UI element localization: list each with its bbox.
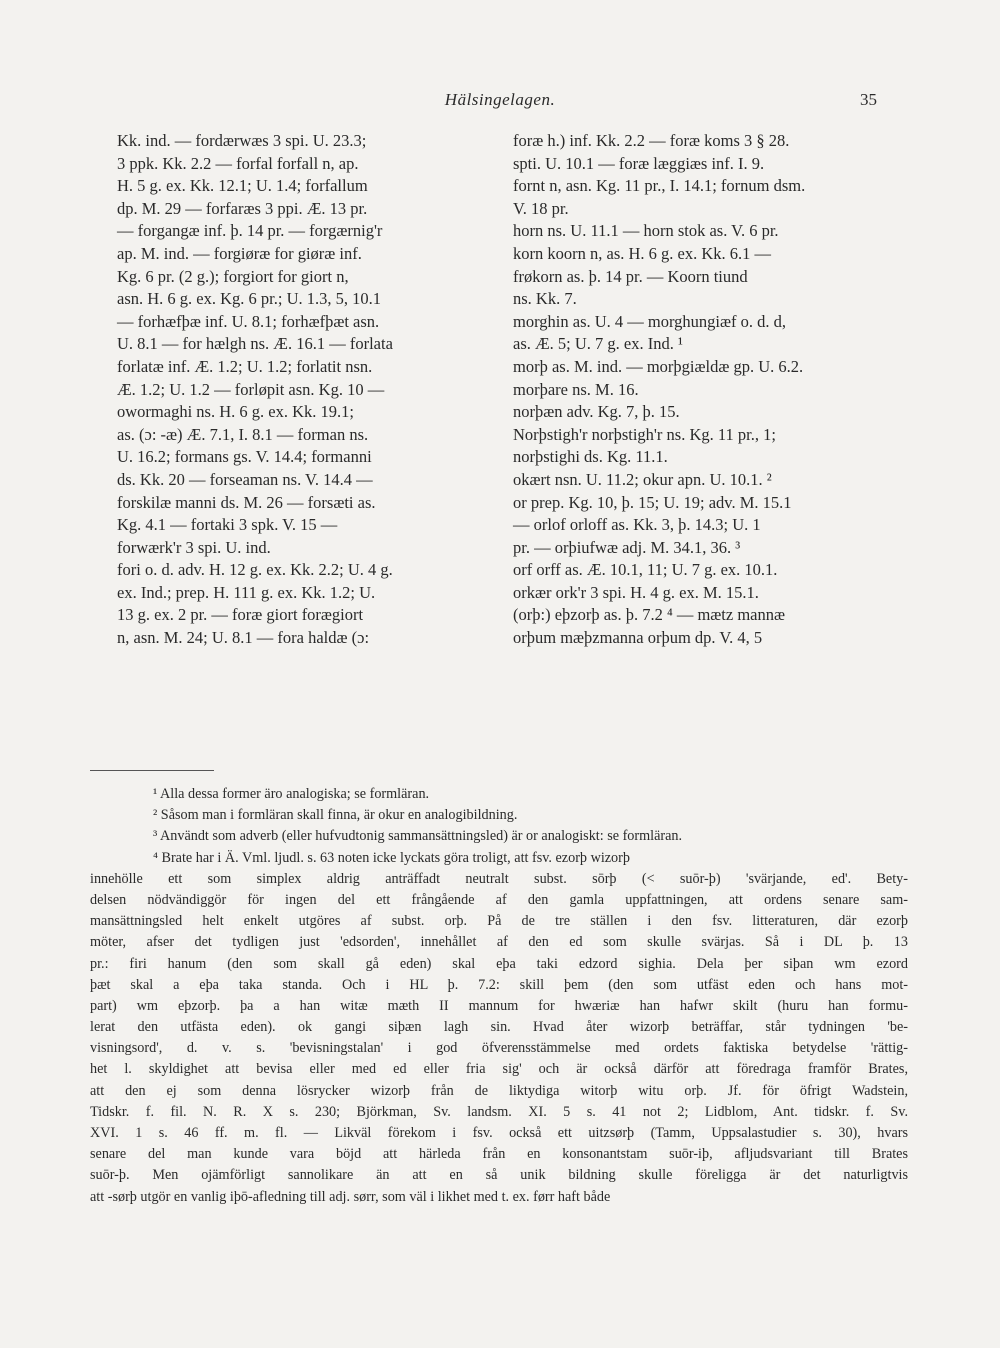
entry-line: U. 16.2; formans gs. V. 14.4; formanni (117, 447, 372, 467)
footnote-line: Tidskr. f. fil. N. R. X s. 230; Björkman, Sv. landsm. XI. 5 s. 41 not 2; Lidblom, Ant. tidskr. f. Sv. (90, 1103, 908, 1120)
footnote-line: þæt skal a eþa taka standa. Och i HL þ. 7.2: skill þem (den som utfäst eden och hans mot- (90, 976, 908, 993)
entry-line: 3 ppk. Kk. 2.2 — forfal forfall n, ap. (117, 153, 359, 173)
footnote-line: möter, afser det tydligen just 'edsorden', innehållet af den ed som skulle svärjas. Så i DL þ. 13 (90, 934, 908, 951)
footnote: ² Såsom man i formläran skall finna, är okur en analogibildning. (153, 807, 518, 824)
footnote-line: delsen nödvändiggör för ingen del ett frångående af den gamla uppfattningen, att ordens senare sam- (90, 891, 908, 908)
entry-line: — orlof orloff as. Kk. 3, þ. 14.3; U. 1 (513, 515, 761, 535)
footnote-line: senare del man kunde vara böjd att härleda från en konsonantstam suōr-iþ, afljudsvariant till Brates (90, 1146, 908, 1163)
footnotes (90, 784, 908, 1208)
entry-line: Norþstigh'r norþstigh'r ns. Kg. 11 pr., 1; (513, 424, 776, 444)
entry-line: U. 8.1 — for hælgh ns. Æ. 16.1 — forlata (117, 334, 393, 354)
entry-line: owormaghi ns. H. 6 g. ex. Kk. 19.1; (117, 402, 354, 422)
entry-line: — forhæfþæ inf. U. 8.1; forhæfþæt asn. (117, 311, 380, 331)
entry-line: as. (ɔ: -æ) Æ. 7.1, I. 8.1 — forman ns. (117, 424, 369, 444)
entry-line: n, asn. M. 24; U. 8.1 — fora haldæ (ɔ: (117, 628, 370, 648)
footnote-rule (90, 770, 214, 771)
entry-line: foræ h.) inf. Kk. 2.2 — foræ koms 3 § 28. (513, 131, 790, 150)
entry-line: horn ns. U. 11.1 — horn stok as. V. 6 pr. (513, 221, 779, 241)
entry-line: forwærk'r 3 spi. U. ind. (117, 537, 271, 557)
entry-line: dp. M. 29 — forfaræs 3 ppi. Æ. 13 pr. (117, 198, 368, 218)
entry-line: fori o. d. adv. H. 12 g. ex. Kk. 2.2; U. 4 g. (117, 560, 393, 580)
entry-line: orkær ork'r 3 spi. H. 4 g. ex. M. 15.1. (513, 582, 759, 602)
entry-line: ds. Kk. 20 — forseaman ns. V. 14.4 — (117, 469, 373, 489)
entry-line: norþæn adv. Kg. 7, þ. 15. (513, 402, 680, 422)
entry-line: frøkorn as. þ. 14 pr. — Koorn tiund (513, 266, 748, 286)
footnote: ³ Användt som adverb (eller hufvudtonig sammansättningsled) är or analogiskt: se formläran. (153, 828, 683, 845)
footnote-line: pr.: firi hanum (den som skall gå eden) skal eþa taki edzord sighia. Dela þer siþan wm ezord (90, 955, 908, 972)
entry-line: okært nsn. U. 11.2; okur apn. U. 10.1. ² (513, 469, 772, 489)
entry-line: korn koorn n, as. H. 6 g. ex. Kk. 6.1 — (513, 243, 772, 263)
entry-line: Kg. 6 pr. (2 g.); forgiort for giort n, (117, 266, 349, 286)
entry-line: ns. Kk. 7. (513, 289, 577, 309)
entry-line: — forgangæ inf. þ. 14 pr. — forgærnig'r (117, 221, 383, 241)
entry-line: Kk. ind. — fordærwæs 3 spi. U. 23.3; (117, 131, 367, 150)
entry-line: spti. U. 10.1 — foræ læggiæs inf. I. 9. (513, 153, 765, 173)
entry-line: norþstighi ds. Kg. 11.1. (513, 447, 668, 467)
entry-line: H. 5 g. ex. Kk. 12.1; U. 1.4; forfallum (117, 176, 368, 196)
entry-line: pr. — orþiufwæ adj. M. 34.1, 36. ³ (513, 537, 741, 557)
footnote-line: visningsord', d. v. s. 'bevisningstalan' i god öfverensstämmelse med ordets faktiska betydelse 'rättig- (90, 1040, 908, 1057)
footnote-line: att -sørþ utgör en vanlig iþō-afledning till adj. sørr, som väl i likhet med t. ex. førr haft både (90, 1188, 611, 1205)
entry-line: Kg. 4.1 — fortaki 3 spk. V. 15 — (117, 515, 338, 535)
footnote-line: XVI. 1 s. 46 ff. m. fl. — Likväl förekom i fsv. också ett uitzsørþ (Tamm, Uppsalastudier s. 30), hvars (90, 1125, 908, 1141)
entry-line: morþare ns. M. 16. (513, 379, 639, 399)
entry-line: or prep. Kg. 10, þ. 15; U. 19; adv. M. 15.1 (513, 492, 792, 512)
footnote-line: suōr-þ. Men ojämförligt sannolikare än att en så unik bildning skulle föreligga är det naturligtvis (90, 1167, 908, 1184)
entry-line: V. 18 pr. (513, 198, 569, 218)
entry-line: orf orff as. Æ. 10.1, 11; U. 7 g. ex. 10.1. (513, 560, 778, 580)
entry-line: morþ as. M. ind. — morþgiældæ gp. U. 6.2. (513, 356, 804, 376)
right-column (513, 130, 933, 650)
left-column (117, 130, 477, 650)
entry-line: (orþ:) eþzorþ as. þ. 7.2 ⁴ — mætz mannæ (513, 605, 785, 625)
entry-line: ex. Ind.; prep. H. 111 g. ex. Kk. 1.2; U. (117, 582, 376, 602)
entry-line: morghin as. U. 4 — morghungiæf o. d. d, (513, 311, 787, 331)
footnote-line: part) wm eþzorþ. þa a han witæ mæth II mannum for hwæriæ han hafwr skilt (huru han formu- (90, 997, 908, 1014)
footnote-line: att den ej som denna lösrycker wizorþ från de liktydiga witorþ witu orþ. Jf. för öfrigt Wadstein, (90, 1082, 908, 1099)
footnote-line: lerat den utfästa eden). ok gangi siþæn lagh sin. Hvad åter wizorþ beträffar, står tydningen 'be- (90, 1019, 908, 1036)
footnote: ¹ Alla dessa former äro analogiska; se formläran. (153, 786, 430, 802)
page-number: 35 (860, 90, 877, 109)
entry-line: asn. H. 6 g. ex. Kg. 6 pr.; U. 1.3, 5, 10.1 (117, 289, 381, 309)
entry-line: forskilæ manni ds. M. 26 — forsæti as. (117, 492, 376, 512)
entry-line: 13 g. ex. 2 pr. — foræ giort forægiort (117, 605, 364, 625)
entry-line: fornt n, asn. Kg. 11 pr., I. 14.1; fornum dsm. (513, 176, 806, 196)
footnote-line: mansättningsled helt enkelt utgöres af subst. orþ. På de tre ställen i den fsv. litteraturen, där ezorþ (90, 913, 908, 930)
entry-line: orþum mæþzmanna orþum dp. V. 4, 5 (513, 628, 763, 648)
footnote-line: innehölle ett som simplex aldrig anträffadt neutralt subst. sōrþ (< suōr-þ) 'svärjande, ed'. Bety- (90, 870, 908, 887)
running-header (0, 90, 1000, 116)
running-title: Hälsingelagen. (444, 90, 556, 109)
entry-line: as. Æ. 5; U. 7 g. ex. Ind. ¹ (513, 334, 683, 354)
entry-line: ap. M. ind. — forgiøræ for giøræ inf. (117, 243, 362, 263)
footnote-line: het l. skyldighet att bevisa eller med ed eller fria sig' och är också därför att föredraga framför Brates, (90, 1061, 908, 1078)
entry-line: forlatæ inf. Æ. 1.2; U. 1.2; forlatit nsn. (117, 356, 373, 376)
footnote: ⁴ Brate har i Ä. Vml. ljudl. s. 63 noten icke lyckats göra troligt, att fsv. ezorþ wizorþ (153, 849, 630, 866)
entry-line: Æ. 1.2; U. 1.2 — forløpit asn. Kg. 10 — (117, 379, 385, 399)
